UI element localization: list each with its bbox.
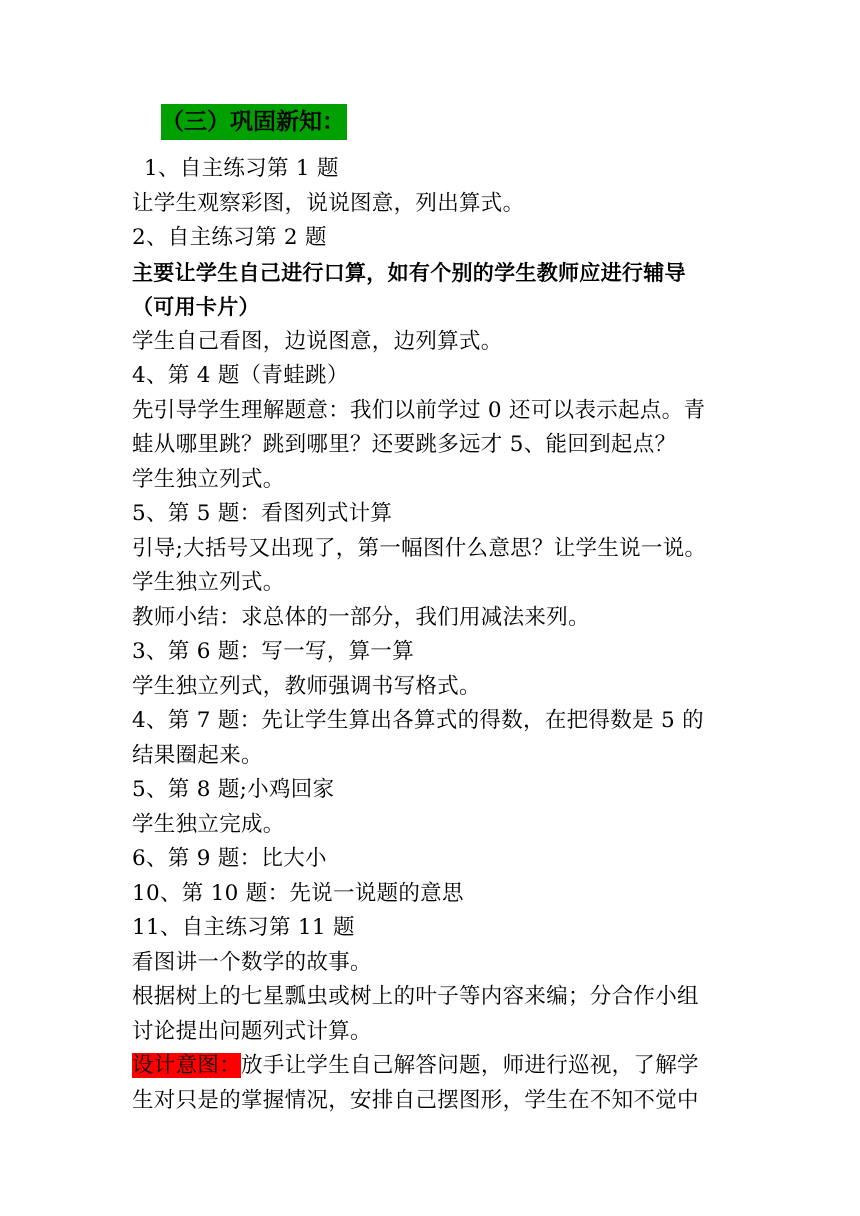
text-line: 学生独立列式，教师强调书写格式。 bbox=[132, 673, 481, 699]
text-line: 5、第 5 题：看图列式计算 bbox=[132, 501, 393, 526]
text-line: 看图讲一个数学的故事。 bbox=[132, 949, 372, 975]
text-line: 5、第 8 题;小鸡回家 bbox=[132, 777, 335, 802]
text-line: 10、第 10 题：先说一说题的意思 bbox=[132, 880, 464, 906]
text-line: 学生独立列式。 bbox=[132, 570, 285, 595]
text-line: 结果圈起来。 bbox=[132, 742, 263, 768]
text-line: 讨论提出问题列式计算。 bbox=[132, 1018, 372, 1044]
text-line: 根据树上的七星瓢虫或树上的叶子等内容来编；分合作小组 bbox=[132, 984, 699, 1009]
text-line: 学生独立列式。 bbox=[132, 466, 285, 492]
design-intent-text: 放手让学生自己解答问题，师进行巡视，了解学 bbox=[241, 1053, 699, 1078]
text-line: 让学生观察彩图，说说图意，列出算式。 bbox=[132, 190, 525, 216]
text-line: 蛙从哪里跳？跳到哪里？还要跳多远才 5、能回到起点？ bbox=[132, 432, 677, 457]
body-text bbox=[132, 152, 732, 1118]
section-heading-text: （三）巩固新知： bbox=[161, 108, 345, 135]
text-line: 先引导学生理解题意：我们以前学过 0 还可以表示起点。青 bbox=[132, 397, 706, 423]
text-line-bold: 主要让学生自己进行口算，如有个别的学生教师应进行辅导 bbox=[132, 260, 686, 285]
text-line: 11、自主练习第 11 题 bbox=[132, 915, 355, 940]
text-line: 教师小结：求总体的一部分，我们用减法来列。 bbox=[132, 604, 590, 630]
text-line: 生对只是的掌握情况，安排自己摆图形，学生在不知不觉中 bbox=[132, 1087, 699, 1113]
design-intent-label: 设计意图： bbox=[132, 1053, 242, 1078]
design-intent-line bbox=[132, 1049, 732, 1084]
text-line: 引导;大括号又出现了，第一幅图什么意思？让学生说一说。 bbox=[132, 535, 707, 561]
text-line: 3、第 6 题：写一写，算一算 bbox=[132, 639, 415, 664]
text-line: 4、第 4 题（青蛙跳） bbox=[132, 363, 349, 388]
text-line: 6、第 9 题：比大小 bbox=[132, 846, 327, 871]
text-line-bold: （可用卡片） bbox=[132, 295, 260, 319]
text-line: 2、自主练习第 2 题 bbox=[132, 225, 327, 250]
text-line: 学生独立完成。 bbox=[132, 811, 285, 837]
section-heading bbox=[161, 104, 347, 140]
text-line: 4、第 7 题：先让学生算出各算式的得数，在把得数是 5 的 bbox=[132, 708, 704, 733]
text-line: 学生自己看图，边说图意，边列算式。 bbox=[132, 328, 503, 354]
text-line: 1、自主练习第 1 题 bbox=[144, 156, 339, 181]
